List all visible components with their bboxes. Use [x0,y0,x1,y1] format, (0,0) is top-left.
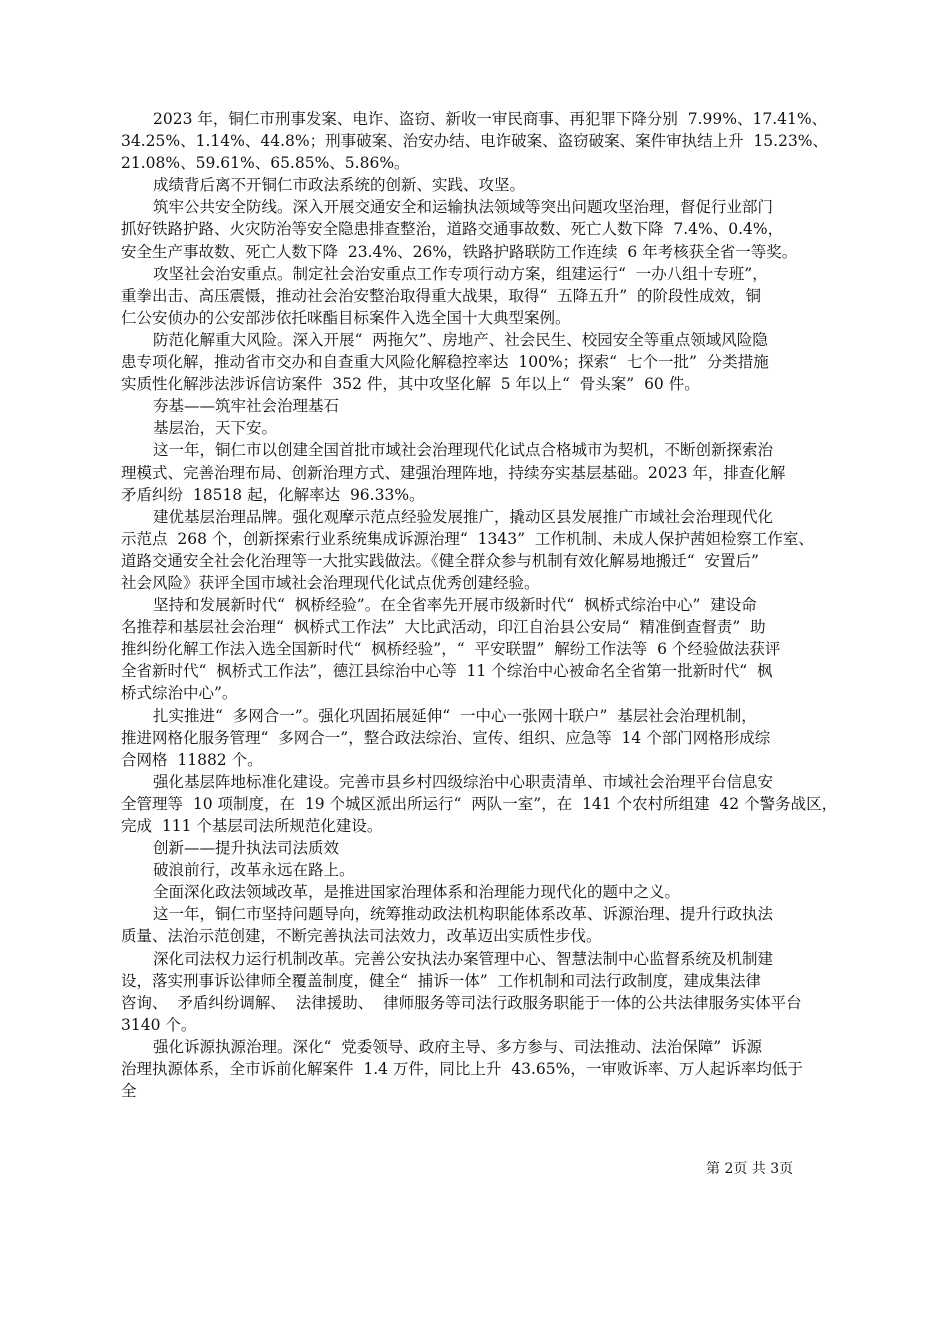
text-line: 破浪前行，改革永远在路上。 [153,861,355,880]
text-line: 推进网格化服务管理“ 多网合一”，整合政法综治、宣传、组织、应急等 14 个部门网格形成综 [121,728,771,747]
document-body [121,108,839,1102]
text-line: 患专项化解，推动省市交办和自查重大风险化解稳控率达 100%；探索“ 七个一批” 分类措施 [121,353,769,372]
text-line: 质量、法治示范创建，不断完善执法司法效力，改革迈出实质性步伐。 [121,927,602,946]
text-line: 实质性化解涉法涉诉信访案件 352 件，其中攻坚化解 5 年以上“ 骨头案” 60 件。 [121,375,700,394]
text-line: 全管理等 10 项制度，在 19 个城区派出所运行“ 两队一室”，在 141 个农村所组建 42 个警务战区， [121,794,838,813]
text-line: 基层治，天下安。 [153,419,278,438]
text-line: 创新——提升执法司法质效 [153,839,340,858]
text-line: 2023 年，铜仁市刑事发案、电诈、盗窃、新收一审民商事、再犯罪下降分别 7.99%、17.41%、 [153,110,828,128]
text-line: 筑牢公共安全防线。深入开展交通安全和运输执法领域等突出问题攻坚治理，督促行业部门 [153,198,774,217]
text-line: 这一年，铜仁市坚持问题导向，统筹推动政法机构职能体系改革、诉源治理、提升行政执法 [153,905,774,924]
text-line: 推纠纷化解工作法入选全国新时代“ 枫桥经验”，“ 平安联盟” 解纷工作法等 6 个经验做法获评 [121,640,781,659]
page-number: 第 2页 共 3页 [706,1161,794,1177]
text-line: 道路交通安全社会化治理等一大批实践做法。《健全群众参与机制有效化解易地搬迁“ 安置后” [121,551,759,570]
text-line: 34.25%、1.14%、44.8%；刑事破案、治安办结、电诈破案、盗窃破案、案件审执结上升 15.23%、 [121,132,829,151]
text-line: 合网格 11882 个。 [121,750,263,769]
text-line: 理模式、完善治理布局、创新治理方式、建强治理阵地，持续夯实基层基础。2023 年，排查化解 [121,463,786,482]
text-line: 强化基层阵地标准化建设。完善市县乡村四级综治中心职责清单、市域社会治理平台信息安 [153,772,774,791]
text-line: 夯基——筑牢社会治理基石 [153,397,340,416]
text-line: 防范化解重大风险。深入开展“ 两拖欠”、房地产、社会民生、校园安全等重点领域风险隐 [153,330,768,349]
text-line: 安全生产事故数、死亡人数下降 23.4%、26%，铁路护路联防工作连续 6 年考核获全省一等奖。 [121,242,798,261]
text-line: 社会风险》获评全国市域社会治理现代化试点优秀创建经验。 [121,573,540,592]
text-line: 攻坚社会治安重点。制定社会治安重点工作专项行动方案，组建运行“ 一办八组十专班”， [153,264,768,283]
text-line: 设，落实刑事诉讼律师全覆盖制度，健全“ 捕诉一体” 工作机制和司法行政制度，建成集法律 [121,971,762,990]
text-line: 仁公安侦办的公安部涉依托咪酯目标案件入选全国十大典型案例。 [121,308,571,327]
text-line: 3140 个。 [121,1015,197,1034]
text-line: 全 [121,1082,137,1101]
text-line: 这一年，铜仁市以创建全国首批市域社会治理现代化试点合格城市为契机，不断创新探索治 [153,441,774,460]
text-line: 成绩背后离不开铜仁市政法系统的创新、实践、攻坚。 [153,176,526,195]
text-line: 矛盾纠纷 18518 起，化解率达 96.33%。 [121,485,425,504]
text-line: 抓好铁路护路、火灾防治等安全隐患排查整治，道路交通事故数、死亡人数下降 7.4%、0.4%， [121,220,784,239]
text-line: 治理执源体系，全市诉前化解案件 1.4 万件，同比上升 43.65%，一审败诉率、万人起诉率均低于 [121,1060,803,1079]
text-line: 全省新时代“ 枫桥式工作法”，德江县综治中心等 11 个综治中心被命名全省第一批新时代“ 枫 [121,662,773,681]
text-line: 咨询、 矛盾纠纷调解、 法律援助、 律师服务等司法行政服务职能于一体的公共法律服务实体平台 [121,993,802,1012]
text-line: 桥式综治中心”。 [121,684,238,703]
text-line: 强化诉源执源治理。深化“ 党委领导、政府主导、多方参与、司法推动、法治保障” 诉源 [153,1037,763,1056]
text-line: 名推荐和基层社会治理“ 枫桥式工作法” 大比武活动，印江自治县公安局“ 精准倒查督责” 助 [121,618,766,637]
text-line: 扎实推进“ 多网合一”。强化巩固拓展延伸“ 一中心一张网十联户” 基层社会治理机制， [153,706,757,725]
text-line: 建优基层治理品牌。强化观摩示范点经验发展推广，撬动区县发展推广市域社会治理现代化 [153,507,774,526]
text-line: 重拳出击、高压震慑，推动社会治安整治取得重大战果，取得“ 五降五升” 的阶段性成效，铜 [121,286,762,305]
text-line: 示范点 268 个，创新探索行业系统集成诉源治理“ 1343” 工作机制、未成人保护茜妲检察工作室、 [121,529,814,548]
text-line: 21.08%、59.61%、65.85%、5.86%。 [121,154,410,173]
text-line: 深化司法权力运行机制改革。完善公安执法办案管理中心、智慧法制中心监督系统及机制建 [153,949,774,968]
text-line: 全面深化政法领域改革，是推进国家治理体系和治理能力现代化的题中之义。 [153,883,681,902]
text-line: 坚持和发展新时代“ 枫桥经验”。在全省率先开展市级新时代“ 枫桥式综治中心” 建设命 [153,596,757,615]
text-line: 完成 111 个基层司法所规范化建设。 [121,817,383,835]
